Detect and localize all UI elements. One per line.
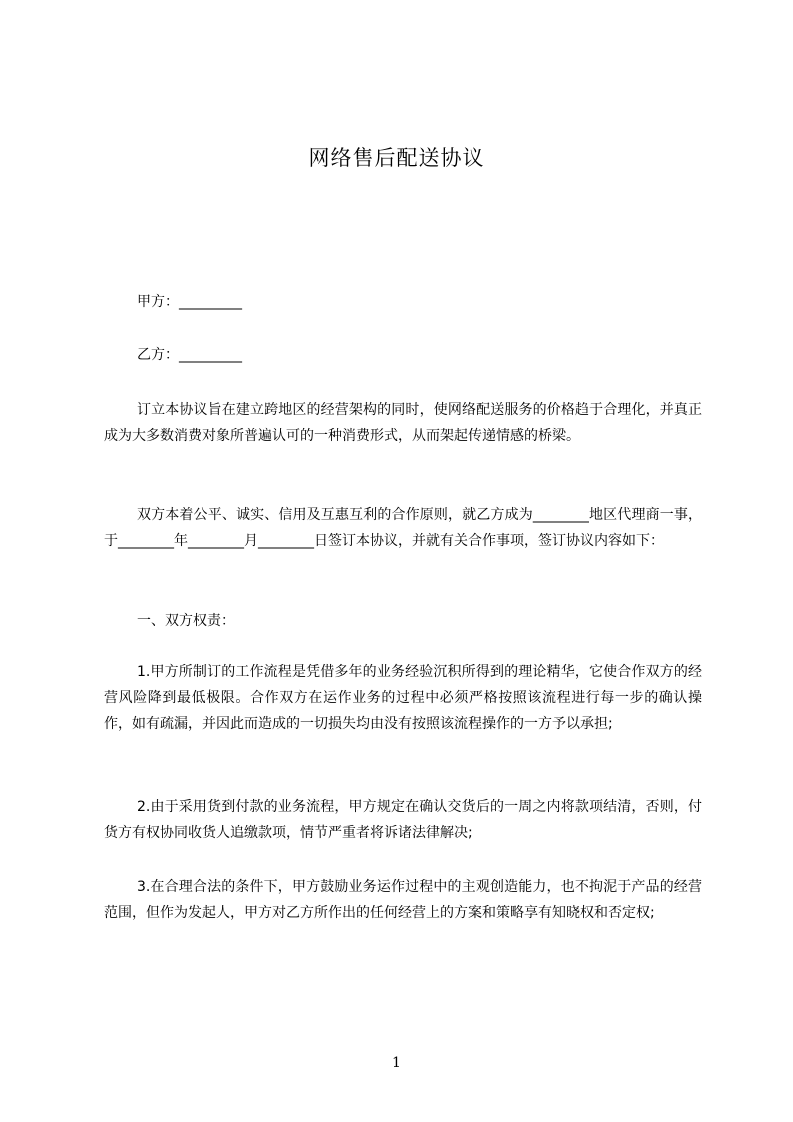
agreement-paragraph: 双方本着公平、诚实、信用及互惠互利的合作原则，就乙方成为________地区代理商一事，于________年________月________日签订本协议，并就有关合作事项，签订协议内容如下：: [104, 507, 702, 549]
party-b-line: 乙方：_________: [137, 347, 242, 363]
section-heading: 一、双方权责：: [137, 613, 235, 629]
party-a-line: 甲方：_________: [137, 294, 242, 310]
clause-2: 2.由于采用货到付款的业务流程，甲方规定在确认交货后的一周之内将款项结清，否则，付货方有权协同收货人追缴款项，情节严重者将诉诸法律解决;: [104, 799, 702, 841]
page-number: 1: [392, 1055, 401, 1071]
intro-paragraph: 订立本协议旨在建立跨地区的经营架构的同时，使网络配送服务的价格趋于合理化，并真正成为大多数消费对象所普遍认可的一种消费形式，从而架起传递情感的桥梁。: [104, 402, 702, 444]
document-title: 网络售后配送协议: [308, 146, 485, 170]
clause-3: 3.在合理合法的条件下，甲方鼓励业务运作过程中的主观创造能力，也不拘泥于产品的经营范围，但作为发起人，甲方对乙方所作出的任何经营上的方案和策略享有知晓权和否定权;: [104, 879, 702, 921]
clause-1: 1.甲方所制订的工作流程是凭借多年的业务经验沉积所得到的理论精华，它使合作双方的经营风险降到最低极限。合作双方在运作业务的过程中必须严格按照该流程进行每一步的确认操作，如有疏漏，并因此而造成的一切损失均由没有按照该流程操作的一方予以承担;: [104, 664, 702, 732]
